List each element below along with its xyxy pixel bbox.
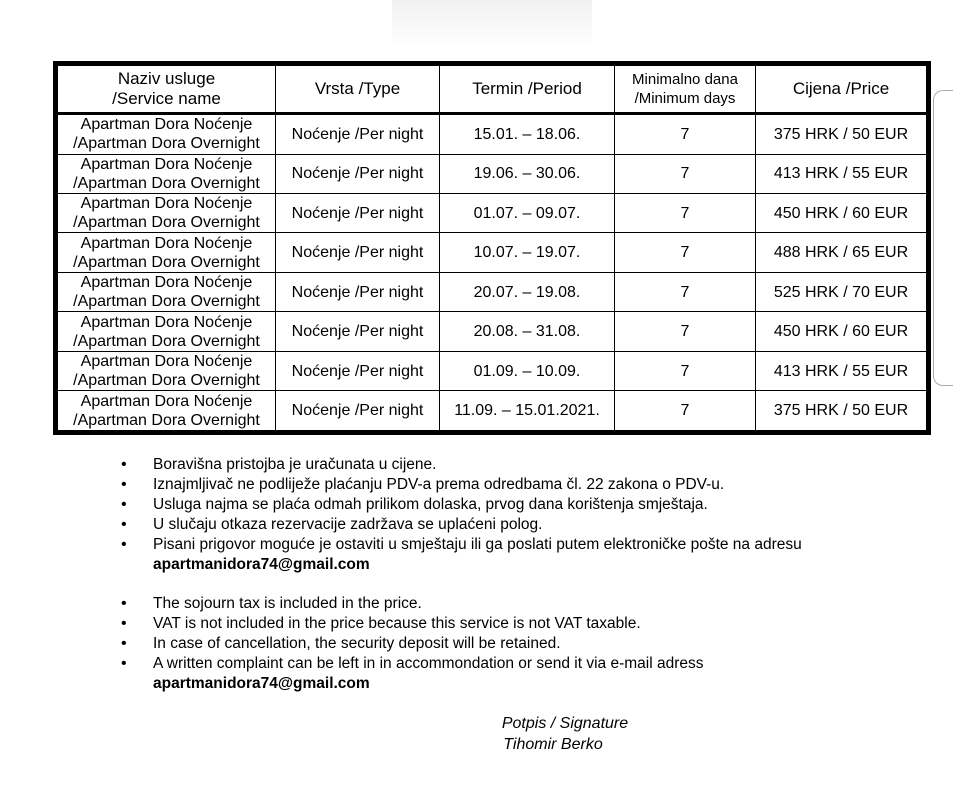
cropped-header-area bbox=[392, 0, 592, 48]
header-period: Termin /Period bbox=[440, 66, 615, 114]
email-address: apartmanidora74@gmail.com bbox=[153, 556, 370, 573]
page-edge-bracket bbox=[933, 90, 953, 386]
cell-service bbox=[58, 114, 276, 155]
cell-service bbox=[58, 312, 276, 351]
cell-type: Noćenje /Per night bbox=[276, 312, 440, 351]
cell-period: 01.07. – 09.07. bbox=[440, 193, 615, 232]
table-row bbox=[58, 312, 927, 351]
notes-english bbox=[121, 594, 881, 694]
cell-service bbox=[58, 351, 276, 390]
table-row bbox=[58, 154, 927, 193]
cell-price: 375 HRK / 50 EUR bbox=[756, 391, 927, 431]
list-item: • VAT is not included in the price because this service is not VAT taxable. bbox=[121, 614, 881, 634]
cell-service bbox=[58, 272, 276, 311]
service-en: /Apartman Dora Overnight bbox=[73, 253, 260, 271]
cell-min-days: 7 bbox=[615, 391, 756, 431]
service-hr: Apartman Dora Noćenje bbox=[80, 195, 253, 213]
list-item: • Boravišna pristojba je uračunata u cijene. bbox=[121, 455, 881, 475]
cell-price: 413 HRK / 55 EUR bbox=[756, 351, 927, 390]
email-address: apartmanidora74@gmail.com bbox=[153, 675, 370, 692]
header-service-name bbox=[58, 66, 276, 114]
list-item: • U slučaju otkaza rezervacije zadržava se uplaćeni polog. bbox=[121, 515, 881, 535]
signature-label: Potpis / Signature bbox=[501, 715, 629, 732]
cell-service bbox=[58, 233, 276, 272]
cell-price: 450 HRK / 60 EUR bbox=[756, 193, 927, 232]
table-row bbox=[58, 272, 927, 311]
cell-period: 15.01. – 18.06. bbox=[440, 114, 615, 155]
table-row bbox=[58, 114, 927, 155]
cell-period: 20.07. – 19.08. bbox=[440, 272, 615, 311]
header-service-name-hr: Naziv usluge bbox=[117, 69, 216, 88]
table-header-row bbox=[58, 66, 927, 114]
list-item: • Iznajmljivač ne podliježe plaćanju PDV-a prema odredbama čl. 22 zakona o PDV-u. bbox=[121, 475, 881, 495]
cell-type: Noćenje /Per night bbox=[276, 154, 440, 193]
list-item: • The sojourn tax is included in the price. bbox=[121, 594, 881, 614]
header-type: Vrsta /Type bbox=[276, 66, 440, 114]
cell-min-days: 7 bbox=[615, 193, 756, 232]
cell-period: 11.09. – 15.01.2021. bbox=[440, 391, 615, 431]
cell-price: 375 HRK / 50 EUR bbox=[756, 114, 927, 155]
cell-type: Noćenje /Per night bbox=[276, 272, 440, 311]
header-price: Cijena /Price bbox=[756, 66, 927, 114]
service-en: /Apartman Dora Overnight bbox=[73, 174, 260, 192]
cell-min-days: 7 bbox=[615, 233, 756, 272]
list-item: • Usluga najma se plaća odmah prilikom dolaska, prvog dana korištenja smještaja. bbox=[121, 495, 881, 515]
cell-min-days: 7 bbox=[615, 272, 756, 311]
complaint-note: Pisani prigovor moguće je ostaviti u smještaju ili ga poslati putem elektroničke pošte na adresu bbox=[153, 536, 802, 553]
header-minimum-days-en: /Minimum days bbox=[634, 90, 736, 107]
cell-type: Noćenje /Per night bbox=[276, 193, 440, 232]
cell-period: 19.06. – 30.06. bbox=[440, 154, 615, 193]
complaint-note: A written complaint can be left in in accommondation or send it via e-mail adress bbox=[153, 655, 704, 672]
service-en: /Apartman Dora Overnight bbox=[73, 411, 260, 429]
cell-min-days: 7 bbox=[615, 154, 756, 193]
cell-type: Noćenje /Per night bbox=[276, 351, 440, 390]
list-item bbox=[121, 535, 881, 575]
cell-type: Noćenje /Per night bbox=[276, 114, 440, 155]
header-minimum-days-hr: Minimalno dana bbox=[632, 71, 738, 88]
service-en: /Apartman Dora Overnight bbox=[73, 293, 260, 311]
header-service-name-en: /Service name bbox=[112, 89, 221, 108]
notes-croatian bbox=[121, 455, 881, 575]
cell-min-days: 7 bbox=[615, 351, 756, 390]
price-table bbox=[53, 61, 931, 435]
service-hr: Apartman Dora Noćenje bbox=[80, 274, 253, 292]
list-item: • In case of cancellation, the security deposit will be retained. bbox=[121, 634, 881, 654]
service-en: /Apartman Dora Overnight bbox=[73, 214, 260, 232]
service-hr: Apartman Dora Noćenje bbox=[80, 313, 253, 331]
service-en: /Apartman Dora Overnight bbox=[73, 372, 260, 390]
service-en: /Apartman Dora Overnight bbox=[73, 332, 260, 350]
cell-service bbox=[58, 154, 276, 193]
cell-type: Noćenje /Per night bbox=[276, 233, 440, 272]
service-hr: Apartman Dora Noćenje bbox=[80, 392, 253, 410]
cell-type: Noćenje /Per night bbox=[276, 391, 440, 431]
table-row bbox=[58, 193, 927, 232]
cell-service bbox=[58, 391, 276, 431]
service-hr: Apartman Dora Noćenje bbox=[80, 234, 253, 252]
list-item bbox=[121, 654, 881, 694]
header-minimum-days bbox=[615, 66, 756, 114]
table-row bbox=[58, 391, 927, 431]
service-hr: Apartman Dora Noćenje bbox=[80, 353, 253, 371]
price-table-grid bbox=[57, 65, 927, 431]
cell-price: 450 HRK / 60 EUR bbox=[756, 312, 927, 351]
service-en: /Apartman Dora Overnight bbox=[73, 135, 260, 153]
cell-price: 488 HRK / 65 EUR bbox=[756, 233, 927, 272]
service-hr: Apartman Dora Noćenje bbox=[80, 155, 253, 173]
signature-name: Tihomir Berko bbox=[503, 736, 603, 753]
cell-period: 01.09. – 10.09. bbox=[440, 351, 615, 390]
cell-service bbox=[58, 193, 276, 232]
cell-price: 413 HRK / 55 EUR bbox=[756, 154, 927, 193]
cell-period: 20.08. – 31.08. bbox=[440, 312, 615, 351]
signature-block bbox=[470, 713, 660, 755]
cell-period: 10.07. – 19.07. bbox=[440, 233, 615, 272]
table-row bbox=[58, 351, 927, 390]
cell-price: 525 HRK / 70 EUR bbox=[756, 272, 927, 311]
service-hr: Apartman Dora Noćenje bbox=[80, 116, 253, 134]
cell-min-days: 7 bbox=[615, 312, 756, 351]
cell-min-days: 7 bbox=[615, 114, 756, 155]
table-row bbox=[58, 233, 927, 272]
